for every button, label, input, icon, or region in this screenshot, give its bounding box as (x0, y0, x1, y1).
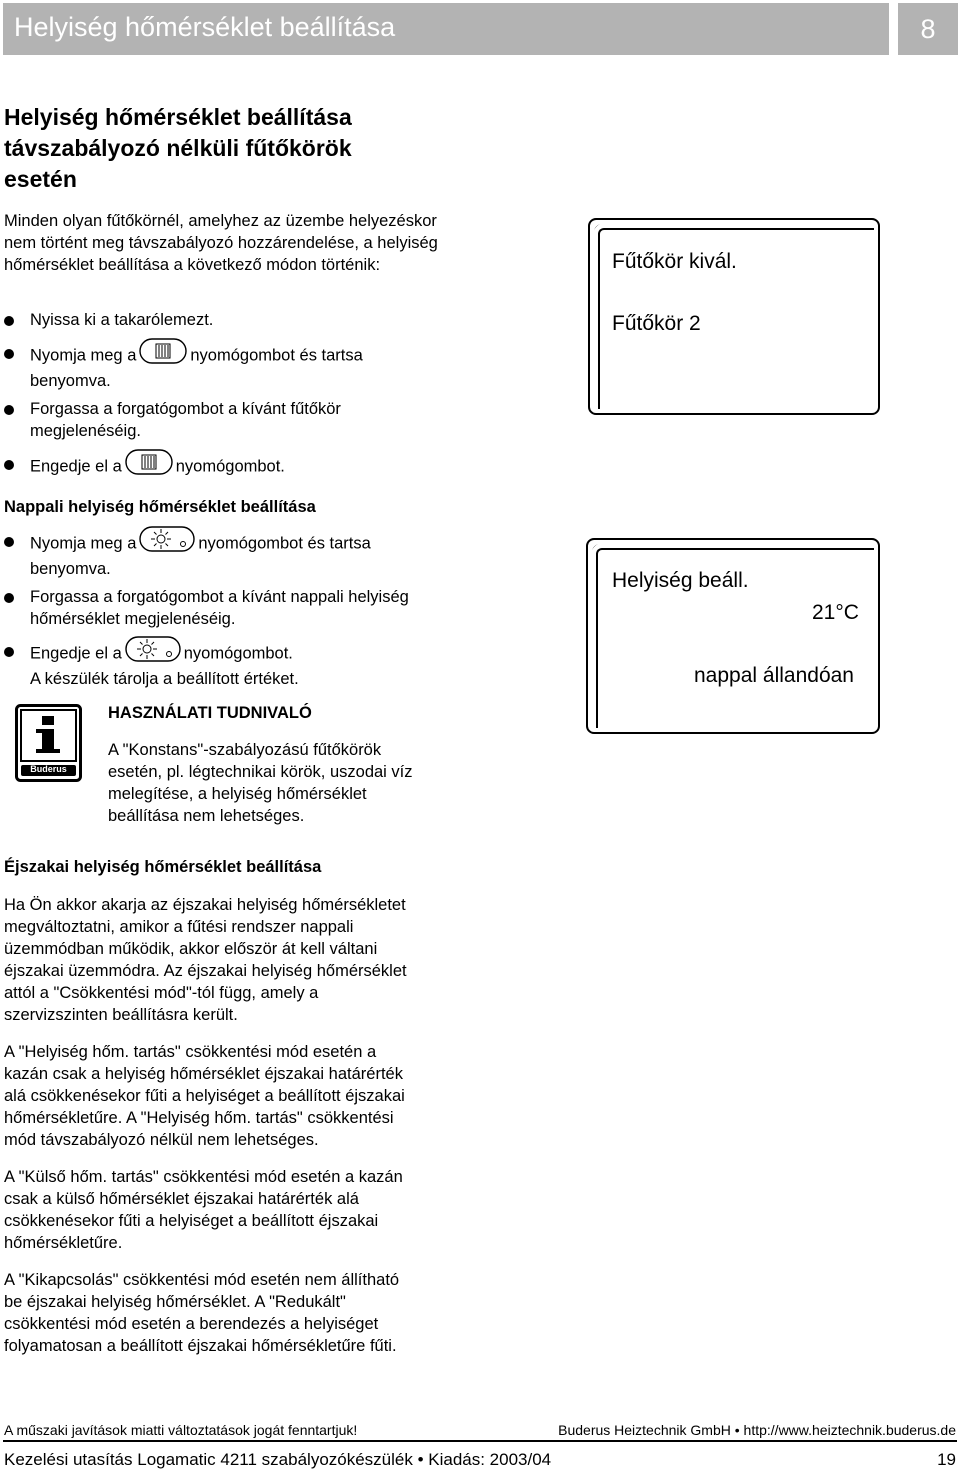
paragraph: Ha Ön akkor akarja az éjszakai helyiség hőmérsékletet megváltoztatni, amikor a fűtési rendszer nappali üzemmódban működik, akkor először át kell váltani éjszakai üzemmódra. Az éjszakai helyiség hőmérséklet attól a "Csökkentési mód"-tól függ, amely a szervizszinten beállításra került. (4, 896, 407, 1024)
footer-company: Buderus Heiztechnik GmbH • http://www.heiztechnik.buderus.de (558, 1422, 956, 1438)
section-heading: Helyiség hőmérséklet beállítása távszabályozó nélküli fűtőkörök esetén (4, 104, 352, 192)
section-heading: Éjszakai helyiség hőmérséklet beállítása (4, 858, 322, 876)
page-title: Helyiség hőmérséklet beállítása (14, 12, 396, 42)
radiator-button-icon (139, 338, 187, 370)
footer-divider (3, 1440, 957, 1442)
footer-disclaimer: A műszaki javítások miatti változtatások jogát fenntartjuk! (4, 1422, 358, 1438)
section-heading: Nappali helyiség hőmérséklet beállítása (4, 498, 316, 516)
display-room-temperature: Helyiség beáll. 21°C nappal állandóan (586, 538, 880, 734)
paragraph: A "Külső hőm. tartás" csökkentési mód esetén a kazán csak a külső hőmérséklet éjszakai határérték alá csökkenésekor fűti a helyiséget a beállított éjszakai hőmérsékletűre. (4, 1168, 403, 1252)
paragraph: A "Helyiség hőm. tartás" csökkentési mód esetén a kazán csak a helyiség hőmérséklet éjszakai határérték alá csökkenésekor fűti a helyiséget a beállított éjszakai hőmérsékletűre. A "Helyiség hőm. tartás" csökkentési mód távszabályozó nélkül nem lehetséges. (4, 1043, 405, 1149)
note-body: A "Konstans"-szabályozású fűtőkörök esetén, pl. légtechnikai körök, uszodai víz melegítése, a helyiség hőmérséklet beállítása nem lehetséges. (108, 741, 413, 825)
list-item: Nyomja meg a nyomógombot és tartsa benyomva. (4, 530, 371, 580)
sun-button-icon (125, 636, 181, 668)
paragraph: A "Kikapcsolás" csökkentési mód esetén nem állítható be éjszakai helyiség hőmérséklet. A "Redukált" csökkentési mód esetén a berendezés a helyiséget folyamatosan a beállított éjszakai hőmérsékletűre fűti. (4, 1271, 400, 1355)
footer-doc-title: Kezelési utasítás Logamatic 4211 szabályozókészülék • Kiadás: 2003/04 (4, 1450, 552, 1469)
list-item: Engedje el a nyomógombot. A készülék tárolja a beállított értéket. (4, 640, 299, 690)
radiator-button-icon (125, 449, 173, 481)
list-item: Nyomja meg a nyomógombot és tartsa benyomva. (4, 342, 363, 392)
sun-button-icon (139, 526, 195, 558)
note-title: HASZNÁLATI TUDNIVALÓ (108, 704, 312, 722)
buderus-logo: Buderus (30, 764, 67, 774)
display-heating-circuit: Fűtőkör kivál. Fűtőkör 2 (588, 218, 880, 415)
footer-page-number: 19 (937, 1450, 956, 1469)
list-item: Forgassa a forgatógombot a kívánt fűtőkör megjelenéséig. (4, 398, 341, 442)
list-item: Forgassa a forgatógombot a kívánt nappali helyiség hőmérséklet megjelenéséig. (4, 586, 409, 630)
list-item: Nyissa ki a takarólemezt. (4, 309, 213, 331)
intro-paragraph: Minden olyan fűtőkörnél, amelyhez az üzembe helyezéskor nem történt meg távszabályozó hozzárendelése, a helyiség hőmérséklet beállítása a következő módon történik: (4, 212, 438, 274)
list-item: Engedje el a nyomógombot. (4, 453, 285, 481)
chapter-number: 8 (898, 3, 958, 55)
